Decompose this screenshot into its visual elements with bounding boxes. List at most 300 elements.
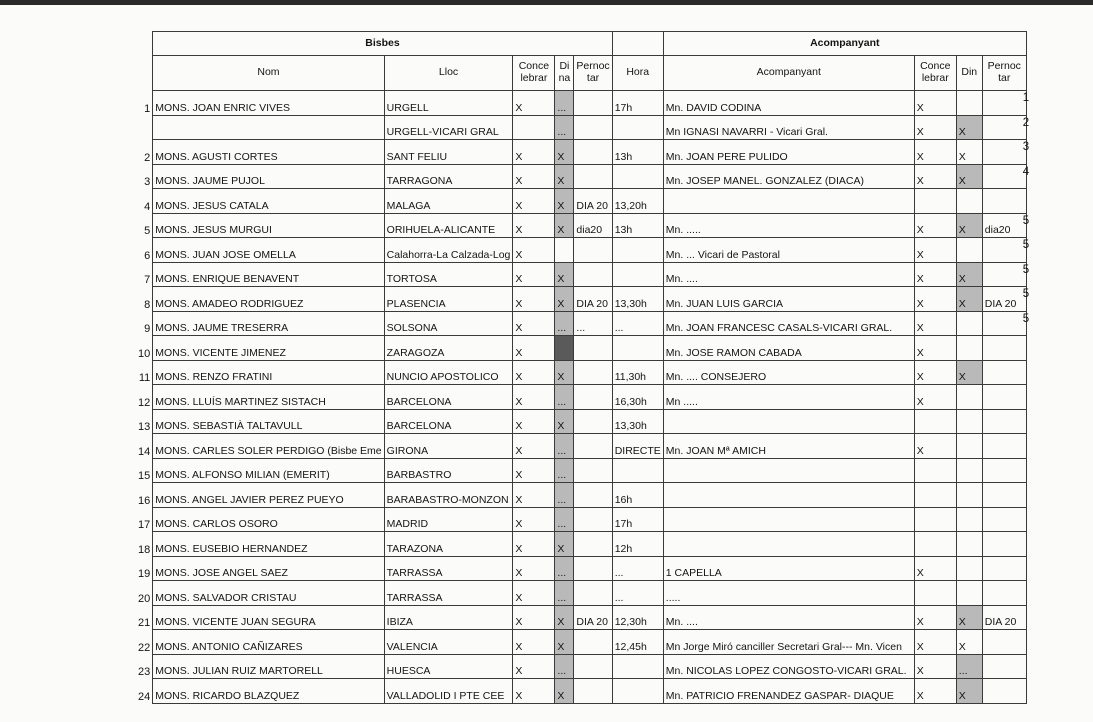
column-header-row bbox=[136, 56, 1026, 91]
dinner-mark: X bbox=[555, 213, 574, 238]
bishop-name: MONS. ENRIQUE BENAVENT bbox=[153, 262, 384, 287]
companion-celebrate-mark: X bbox=[914, 238, 956, 263]
time-value bbox=[612, 262, 663, 287]
bishop-name: MONS. AGUSTI CORTES bbox=[153, 140, 384, 165]
companion-dinner-mark: X bbox=[956, 630, 982, 655]
overnight-value bbox=[574, 360, 612, 385]
bishop-name: MONS. AMADEO RODRIGUEZ bbox=[153, 287, 384, 312]
companion-celebrate-mark: X bbox=[914, 164, 956, 189]
table-row bbox=[136, 287, 1026, 312]
dinner-mark: ... bbox=[555, 556, 574, 581]
row-number: 15 bbox=[138, 470, 151, 483]
companion-name: Mn. .... bbox=[663, 262, 914, 287]
place: MALAGA bbox=[384, 189, 513, 214]
celebrate-mark: X bbox=[513, 679, 555, 704]
companion-celebrate-mark: X bbox=[914, 360, 956, 385]
companion-overnight-value bbox=[982, 630, 1026, 655]
table-row bbox=[136, 581, 1026, 606]
bishop-name: MONS. RENZO FRATINI bbox=[153, 360, 384, 385]
bishop-name: MONS. SALVADOR CRISTAU bbox=[153, 581, 384, 606]
companion-name: 1 CAPELLA bbox=[663, 556, 914, 581]
dinner-mark: X bbox=[555, 605, 574, 630]
table-row bbox=[136, 556, 1026, 581]
overnight-value: dia20 bbox=[574, 213, 612, 238]
row-number: 10 bbox=[138, 347, 151, 360]
companion-dinner-mark bbox=[956, 409, 982, 434]
place: GIRONA bbox=[384, 434, 513, 459]
row-number bbox=[136, 115, 153, 140]
row-number: 7 bbox=[144, 274, 151, 287]
celebrate-mark: X bbox=[513, 287, 555, 312]
companion-celebrate-mark bbox=[914, 458, 956, 483]
place: TARRAGONA bbox=[384, 164, 513, 189]
dinner-mark: ... bbox=[555, 91, 574, 116]
bishop-name: MONS. RICARDO BLAZQUEZ bbox=[153, 679, 384, 704]
time-value: 13,30h bbox=[612, 287, 663, 312]
companion-celebrate-mark bbox=[914, 189, 956, 214]
celebrate-mark: X bbox=[513, 91, 555, 116]
bishop-name: MONS. CARLES SOLER PERDIGO (Bisbe Eme bbox=[153, 434, 384, 459]
companion-name bbox=[663, 507, 914, 532]
time-value: 12h bbox=[612, 532, 663, 557]
companion-overnight-value bbox=[982, 532, 1026, 557]
right-margin-number: 1 bbox=[1022, 92, 1030, 104]
dinner-mark: ... bbox=[555, 507, 574, 532]
bishop-name: MONS. CARLOS OSORO bbox=[153, 507, 384, 532]
companion-name: Mn. JOAN FRANCESC CASALS-VICARI GRAL. bbox=[663, 311, 914, 336]
celebrate-mark: X bbox=[513, 238, 555, 263]
time-value: ... bbox=[612, 556, 663, 581]
time-value bbox=[612, 654, 663, 679]
table-row bbox=[136, 262, 1026, 287]
table-row bbox=[136, 164, 1026, 189]
companion-dinner-mark bbox=[956, 238, 982, 263]
celebrate-mark: X bbox=[513, 556, 555, 581]
table-row bbox=[136, 654, 1026, 679]
bishop-name: MONS. JAUME PUJOL bbox=[153, 164, 384, 189]
place: Calahorra-La Calzada-Log bbox=[384, 238, 513, 263]
time-value: ... bbox=[612, 581, 663, 606]
companion-overnight-value: DIA 20 bbox=[982, 287, 1026, 312]
companion-dinner-mark bbox=[956, 483, 982, 508]
companion-celebrate-mark: X bbox=[914, 336, 956, 361]
time-value: 11,30h bbox=[612, 360, 663, 385]
time-value bbox=[612, 115, 663, 140]
companion-celebrate-mark: X bbox=[914, 140, 956, 165]
companion-name: Mn. ..... bbox=[663, 213, 914, 238]
companion-dinner-mark bbox=[956, 458, 982, 483]
companion-dinner-mark bbox=[956, 507, 982, 532]
celebrate-mark: X bbox=[513, 458, 555, 483]
place: ORIHUELA-ALICANTE bbox=[384, 213, 513, 238]
celebrate-mark: X bbox=[513, 189, 555, 214]
companion-dinner-mark: X bbox=[956, 262, 982, 287]
time-value: 12,30h bbox=[612, 605, 663, 630]
row-number: 24 bbox=[138, 690, 151, 703]
header-celebrate: Conce lebrar bbox=[513, 56, 555, 91]
bishop-name: MONS. JESUS MURGUI bbox=[153, 213, 384, 238]
overnight-value bbox=[574, 238, 612, 263]
time-value bbox=[612, 679, 663, 704]
companion-celebrate-mark: X bbox=[914, 679, 956, 704]
place: HUESCA bbox=[384, 654, 513, 679]
companion-dinner-mark bbox=[956, 189, 982, 214]
overnight-value: DIA 20 bbox=[574, 605, 612, 630]
row-number: 12 bbox=[138, 396, 151, 409]
place: MADRID bbox=[384, 507, 513, 532]
table-row bbox=[136, 434, 1026, 459]
table-row bbox=[136, 483, 1026, 508]
row-number: 1 bbox=[144, 102, 151, 115]
time-value: 16,30h bbox=[612, 385, 663, 410]
time-value: 13,30h bbox=[612, 409, 663, 434]
companion-celebrate-mark: X bbox=[914, 556, 956, 581]
companion-dinner-mark: X bbox=[956, 140, 982, 165]
header-companion-celebrate: Conce lebrar bbox=[914, 56, 956, 91]
celebrate-mark: X bbox=[513, 630, 555, 655]
row-number: 19 bbox=[138, 568, 151, 581]
place: ZARAGOZA bbox=[384, 336, 513, 361]
table-row bbox=[136, 213, 1026, 238]
right-margin-number: 5 bbox=[1022, 214, 1030, 227]
time-value: 13h bbox=[612, 140, 663, 165]
bishop-name: MONS. ALFONSO MILIAN (EMERIT) bbox=[153, 458, 384, 483]
place: TARAZONA bbox=[384, 532, 513, 557]
dinner-mark: X bbox=[555, 360, 574, 385]
table-row bbox=[136, 140, 1026, 165]
place: NUNCIO APOSTOLICO bbox=[384, 360, 513, 385]
overnight-value bbox=[574, 556, 612, 581]
companion-dinner-mark bbox=[956, 91, 982, 116]
place: PLASENCIA bbox=[384, 287, 513, 312]
row-number: 5 bbox=[144, 225, 151, 238]
header-overnight: Pernoc tar bbox=[574, 56, 612, 91]
bishop-name: MONS. JOAN ENRIC VIVES bbox=[153, 91, 384, 116]
bishop-name: MONS. JOSE ANGEL SAEZ bbox=[153, 556, 384, 581]
companion-overnight-value bbox=[982, 336, 1026, 361]
right-margin-number: 3 bbox=[1022, 141, 1030, 153]
companion-dinner-mark: X bbox=[956, 115, 982, 140]
dinner-mark: ... bbox=[555, 483, 574, 508]
row-number: 18 bbox=[138, 543, 151, 556]
attendance-sheet bbox=[136, 31, 1027, 704]
right-margin-number: 2 bbox=[1022, 116, 1030, 129]
companion-dinner-mark: X bbox=[956, 679, 982, 704]
dinner-mark: ... bbox=[555, 385, 574, 410]
companion-name: Mn. DAVID CODINA bbox=[663, 91, 914, 116]
companion-overnight-value bbox=[982, 409, 1026, 434]
table-row bbox=[136, 409, 1026, 434]
overnight-value: DIA 20 bbox=[574, 287, 612, 312]
bishop-name: MONS. LLUÍS MARTINEZ SISTACH bbox=[153, 385, 384, 410]
group-header-row bbox=[136, 32, 1026, 56]
companion-overnight-value bbox=[982, 507, 1026, 532]
row-number: 3 bbox=[144, 176, 151, 189]
celebrate-mark: X bbox=[513, 654, 555, 679]
place: SANT FELIU bbox=[384, 140, 513, 165]
time-value: 16h bbox=[612, 483, 663, 508]
companion-name: Mn. NICOLAS LOPEZ CONGOSTO-VICARI GRAL. bbox=[663, 654, 914, 679]
bishop-name: MONS. VICENTE JIMENEZ bbox=[153, 336, 384, 361]
overnight-value bbox=[574, 679, 612, 704]
place: BARBASTRO bbox=[384, 458, 513, 483]
row-number: 14 bbox=[138, 445, 151, 458]
companion-name: Mn ..... bbox=[663, 385, 914, 410]
companion-dinner-mark: X bbox=[956, 605, 982, 630]
companion-overnight-value bbox=[982, 189, 1026, 214]
time-value: ... bbox=[612, 311, 663, 336]
row-number: 11 bbox=[138, 372, 151, 385]
place: SOLSONA bbox=[384, 311, 513, 336]
bishop-name: MONS. ANGEL JAVIER PEREZ PUEYO bbox=[153, 483, 384, 508]
header-name: Nom bbox=[153, 56, 384, 91]
overnight-value bbox=[574, 91, 612, 116]
row-number: 8 bbox=[144, 298, 151, 311]
companion-celebrate-mark bbox=[914, 581, 956, 606]
companion-name bbox=[663, 409, 914, 434]
overnight-value bbox=[574, 532, 612, 557]
row-number: 9 bbox=[144, 323, 151, 336]
companion-celebrate-mark: X bbox=[914, 91, 956, 116]
table-row bbox=[136, 532, 1026, 557]
companion-dinner-mark bbox=[956, 581, 982, 606]
table-row bbox=[136, 679, 1026, 704]
companion-celebrate-mark bbox=[914, 409, 956, 434]
table-row bbox=[136, 115, 1026, 140]
right-margin-number: 5 bbox=[1022, 312, 1030, 325]
place: TORTOSA bbox=[384, 262, 513, 287]
companion-dinner-mark bbox=[956, 434, 982, 459]
celebrate-mark: X bbox=[513, 311, 555, 336]
dinner-mark: ... bbox=[555, 311, 574, 336]
dinner-mark bbox=[555, 336, 574, 361]
companion-celebrate-mark: X bbox=[914, 213, 956, 238]
companion-celebrate-mark bbox=[914, 507, 956, 532]
companion-dinner-mark bbox=[956, 311, 982, 336]
bishop-name: MONS. EUSEBIO HERNANDEZ bbox=[153, 532, 384, 557]
time-value bbox=[612, 164, 663, 189]
companion-dinner-mark: X bbox=[956, 360, 982, 385]
dinner-mark: X bbox=[555, 630, 574, 655]
companion-dinner-mark: X bbox=[956, 287, 982, 312]
table-row bbox=[136, 458, 1026, 483]
companion-overnight-value: dia20 bbox=[982, 213, 1026, 238]
companion-name: Mn. PATRICIO FRENANDEZ GASPAR- DIAQUE bbox=[663, 679, 914, 704]
celebrate-mark bbox=[513, 115, 555, 140]
header-dinner: Di na bbox=[555, 56, 574, 91]
group-header-bishops: Bisbes bbox=[153, 32, 612, 56]
dinner-mark: X bbox=[555, 287, 574, 312]
dinner-mark: ... bbox=[555, 654, 574, 679]
overnight-value bbox=[574, 140, 612, 165]
celebrate-mark: X bbox=[513, 605, 555, 630]
time-value: 17h bbox=[612, 507, 663, 532]
celebrate-mark: X bbox=[513, 507, 555, 532]
table-row bbox=[136, 311, 1026, 336]
companion-name: Mn. JOAN PERE PULIDO bbox=[663, 140, 914, 165]
celebrate-mark: X bbox=[513, 385, 555, 410]
overnight-value: ... bbox=[574, 311, 612, 336]
overnight-value bbox=[574, 262, 612, 287]
celebrate-mark: X bbox=[513, 140, 555, 165]
row-number: 2 bbox=[144, 151, 151, 164]
celebrate-mark: X bbox=[513, 434, 555, 459]
companion-name bbox=[663, 532, 914, 557]
overnight-value bbox=[574, 630, 612, 655]
dinner-mark: ... bbox=[555, 581, 574, 606]
header-companion-overnight: Pernoc tar bbox=[982, 56, 1026, 91]
table-row bbox=[136, 630, 1026, 655]
table-row bbox=[136, 189, 1026, 214]
companion-name: Mn. JOAN Mª AMICH bbox=[663, 434, 914, 459]
row-number: 21 bbox=[138, 617, 151, 630]
companion-dinner-mark bbox=[956, 385, 982, 410]
right-margin-number: 5 bbox=[1022, 263, 1030, 276]
place: BARCELONA bbox=[384, 409, 513, 434]
dinner-mark: X bbox=[555, 409, 574, 434]
celebrate-mark: X bbox=[513, 164, 555, 189]
group-header-spacer bbox=[612, 32, 663, 56]
companion-name: Mn IGNASI NAVARRI - Vicari Gral. bbox=[663, 115, 914, 140]
table-row bbox=[136, 238, 1026, 263]
dinner-mark: X bbox=[555, 679, 574, 704]
row-number: 20 bbox=[138, 592, 151, 605]
dinner-mark: X bbox=[555, 164, 574, 189]
overnight-value bbox=[574, 409, 612, 434]
bishop-name: MONS. SEBASTIÀ TALTAVULL bbox=[153, 409, 384, 434]
place: URGELL-VICARI GRAL bbox=[384, 115, 513, 140]
companion-dinner-mark: ... bbox=[956, 654, 982, 679]
companion-overnight-value bbox=[982, 458, 1026, 483]
place: TARRASSA bbox=[384, 581, 513, 606]
table-row bbox=[136, 336, 1026, 361]
header-time: Hora bbox=[612, 56, 663, 91]
scan-top-edge bbox=[0, 0, 1093, 5]
companion-dinner-mark: X bbox=[956, 213, 982, 238]
overnight-value: DIA 20 bbox=[574, 189, 612, 214]
overnight-value bbox=[574, 434, 612, 459]
companion-celebrate-mark: X bbox=[914, 605, 956, 630]
time-value bbox=[612, 336, 663, 361]
row-number: 23 bbox=[138, 666, 151, 679]
companion-name bbox=[663, 189, 914, 214]
right-margin-number: 5 bbox=[1022, 239, 1030, 251]
place: IBIZA bbox=[384, 605, 513, 630]
bishop-name bbox=[153, 115, 384, 140]
companion-dinner-mark bbox=[956, 336, 982, 361]
companion-celebrate-mark bbox=[914, 532, 956, 557]
companion-name: Mn. .... CONSEJERO bbox=[663, 360, 914, 385]
companion-overnight-value bbox=[982, 434, 1026, 459]
companion-name: Mn. JOSEP MANEL. GONZALEZ (DIACA) bbox=[663, 164, 914, 189]
right-margin-number: 4 bbox=[1022, 165, 1030, 178]
celebrate-mark: X bbox=[513, 532, 555, 557]
companion-overnight-value bbox=[982, 483, 1026, 508]
bishop-name: MONS. JUAN JOSE OMELLA bbox=[153, 238, 384, 263]
table-row bbox=[136, 360, 1026, 385]
bishop-name: MONS. ANTONIO CAÑIZARES bbox=[153, 630, 384, 655]
companion-overnight-value bbox=[982, 654, 1026, 679]
place: TARRASSA bbox=[384, 556, 513, 581]
time-value: 13h bbox=[612, 213, 663, 238]
celebrate-mark: X bbox=[513, 336, 555, 361]
row-number: 4 bbox=[144, 200, 151, 213]
time-value bbox=[612, 458, 663, 483]
row-number: 22 bbox=[138, 641, 151, 654]
overnight-value bbox=[574, 458, 612, 483]
celebrate-mark: X bbox=[513, 581, 555, 606]
bishop-name: MONS. JULIAN RUIZ MARTORELL bbox=[153, 654, 384, 679]
companion-name: Mn. .... bbox=[663, 605, 914, 630]
place: VALENCIA bbox=[384, 630, 513, 655]
table-row bbox=[136, 507, 1026, 532]
companion-celebrate-mark: X bbox=[914, 385, 956, 410]
companion-dinner-mark: X bbox=[956, 164, 982, 189]
celebrate-mark: X bbox=[513, 213, 555, 238]
place: BARABASTRO-MONZON bbox=[384, 483, 513, 508]
companion-name bbox=[663, 483, 914, 508]
bishop-name: MONS. JAUME TRESERRA bbox=[153, 311, 384, 336]
companion-celebrate-mark: X bbox=[914, 262, 956, 287]
header-companion-dinner: Din bbox=[956, 56, 982, 91]
companion-celebrate-mark: X bbox=[914, 654, 956, 679]
companion-dinner-mark bbox=[956, 556, 982, 581]
time-value: 13,20h bbox=[612, 189, 663, 214]
companion-name: Mn. JUAN LUIS GARCIA bbox=[663, 287, 914, 312]
companion-overnight-value bbox=[982, 581, 1026, 606]
companion-name bbox=[663, 458, 914, 483]
table-row bbox=[136, 91, 1026, 116]
time-value: 12,45h bbox=[612, 630, 663, 655]
dinner-mark: X bbox=[555, 532, 574, 557]
companion-overnight-value bbox=[982, 556, 1026, 581]
companion-celebrate-mark: X bbox=[914, 630, 956, 655]
dinner-mark bbox=[555, 238, 574, 263]
dinner-mark: X bbox=[555, 140, 574, 165]
place: VALLADOLID I PTE CEE bbox=[384, 679, 513, 704]
companion-celebrate-mark: X bbox=[914, 434, 956, 459]
header-place: Lloc bbox=[384, 56, 513, 91]
companion-overnight-value bbox=[982, 679, 1026, 704]
celebrate-mark: X bbox=[513, 483, 555, 508]
group-header-companion: Acompanyant bbox=[663, 32, 1026, 56]
companion-name: Mn. JOSE RAMON CABADA bbox=[663, 336, 914, 361]
overnight-value bbox=[574, 507, 612, 532]
overnight-value bbox=[574, 385, 612, 410]
dinner-mark: ... bbox=[555, 115, 574, 140]
companion-overnight-value bbox=[982, 360, 1026, 385]
celebrate-mark: X bbox=[513, 360, 555, 385]
companion-name: Mn. ... Vicari de Pastoral bbox=[663, 238, 914, 263]
row-number: 17 bbox=[138, 519, 151, 532]
overnight-value bbox=[574, 115, 612, 140]
companion-overnight-value bbox=[982, 385, 1026, 410]
companion-celebrate-mark bbox=[914, 483, 956, 508]
overnight-value bbox=[574, 164, 612, 189]
table-row bbox=[136, 605, 1026, 630]
table-row bbox=[136, 385, 1026, 410]
companion-celebrate-mark: X bbox=[914, 287, 956, 312]
celebrate-mark: X bbox=[513, 409, 555, 434]
time-value: 17h bbox=[612, 91, 663, 116]
dinner-mark: X bbox=[555, 189, 574, 214]
overnight-value bbox=[574, 336, 612, 361]
bishop-name: MONS. JESUS CATALA bbox=[153, 189, 384, 214]
dinner-mark: X bbox=[555, 262, 574, 287]
overnight-value bbox=[574, 483, 612, 508]
companion-celebrate-mark: X bbox=[914, 311, 956, 336]
overnight-value bbox=[574, 581, 612, 606]
